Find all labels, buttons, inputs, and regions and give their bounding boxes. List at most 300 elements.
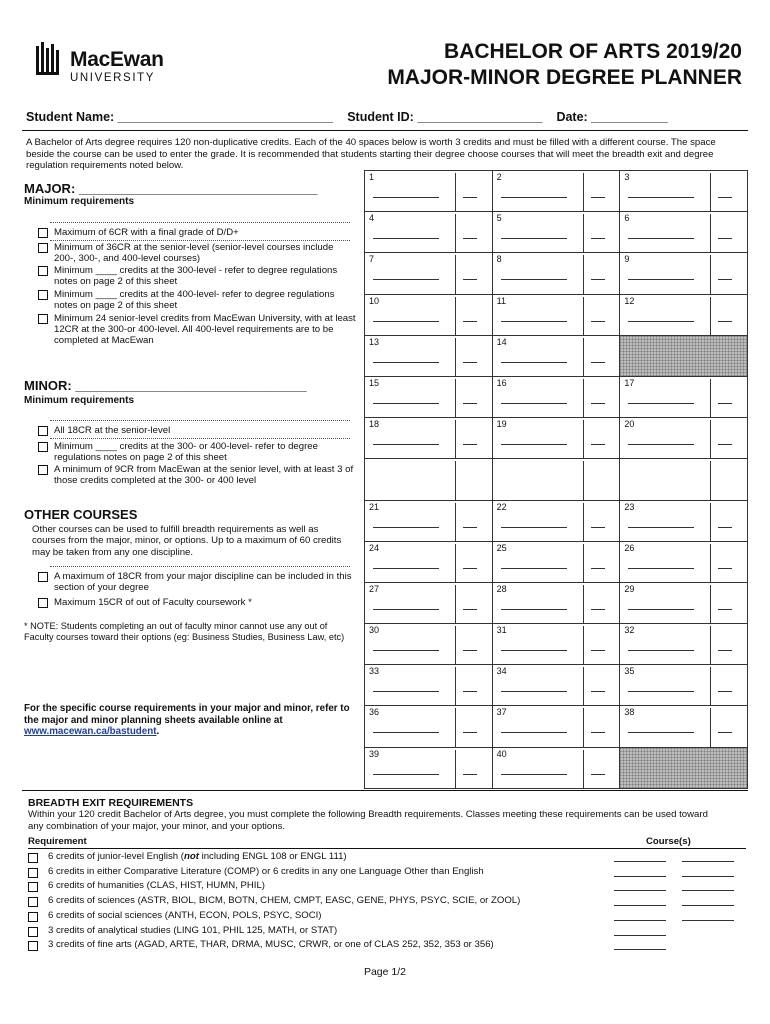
course-name-blank[interactable]: [501, 732, 567, 733]
course-name-blank[interactable]: [501, 197, 567, 198]
grade-separator: [710, 420, 711, 458]
course-slot-number: 40: [496, 748, 507, 759]
course-grid-row: [365, 748, 748, 789]
course-slot-number: 3: [624, 172, 630, 182]
course-slot-number: 34: [496, 666, 507, 677]
course-blank[interactable]: [614, 949, 666, 950]
grade-separator: [710, 461, 711, 499]
checkbox[interactable]: [38, 290, 48, 300]
course-slot[interactable]: [493, 253, 621, 294]
grade-separator: [710, 214, 711, 252]
course-slot-number: 5: [496, 213, 502, 224]
course-grade-blank[interactable]: [463, 444, 477, 445]
grade-separator: [710, 626, 711, 664]
divider: [50, 240, 350, 241]
course-slot-number: 9: [624, 254, 630, 265]
grade-separator: [583, 585, 584, 623]
course-grade-blank[interactable]: [591, 197, 605, 198]
logo-name: MacEwan: [70, 48, 164, 71]
course-slot[interactable]: [493, 171, 621, 212]
breadth-requirement-row: [28, 866, 746, 880]
course-slot-number: 38: [624, 707, 635, 718]
course-slot[interactable]: [620, 295, 748, 336]
course-name-blank[interactable]: [501, 568, 567, 569]
course-slot[interactable]: [620, 583, 748, 624]
course-slot[interactable]: [493, 583, 621, 624]
grade-separator: [455, 626, 456, 664]
course-slot[interactable]: [365, 336, 493, 377]
checkbox[interactable]: [28, 941, 38, 951]
title-line-1: BACHELOR OF ARTS 2019/20: [444, 40, 742, 63]
breadth-requirement-row: [28, 895, 746, 909]
course-blank[interactable]: [682, 890, 734, 891]
checkbox[interactable]: [28, 882, 38, 892]
course-slot-number: 8: [496, 254, 502, 265]
course-name-blank[interactable]: [501, 774, 567, 775]
course-slot-number: 15: [369, 377, 380, 388]
breadth-requirement-text: 3 credits of fine arts (AGAD, ARTE, THAR, DRMA, MUSC, CRWR, or one of CLAS 252, 352, 353 or 356): [48, 939, 494, 951]
breadth-requirement-row: [28, 925, 746, 939]
course-slot-number: 1: [369, 172, 375, 182]
intro-paragraph: A Bachelor of Arts degree requires 120 non-duplicative credits. Each of the 40 spaces below is worth 3 credits and must be filled with a different course. The space beside the course can be used to enter the grade. It is recommended that students starting their degree choose courses that will meet the breadth exit and degree regulation requirements noted below.: [26, 137, 716, 172]
breadth-requirement-row: [28, 880, 746, 894]
course-slot[interactable]: [493, 542, 621, 583]
course-slot[interactable]: [493, 748, 621, 789]
macewan-logo-icon: [34, 40, 66, 76]
course-slot-number: 21: [369, 501, 380, 512]
other-req-2: Maximum 15CR of out of Faculty coursework *: [38, 597, 356, 608]
course-name-blank[interactable]: [373, 403, 439, 404]
requirement-column-header: Requirement: [28, 836, 87, 847]
grade-separator: [710, 544, 711, 582]
grade-separator: [455, 420, 456, 458]
course-grade-blank[interactable]: [463, 774, 477, 775]
course-name-blank[interactable]: [628, 527, 694, 528]
course-grid-row: [365, 212, 748, 253]
minor-heading[interactable]: MINOR: ________________________________: [24, 378, 307, 393]
course-slot[interactable]: [620, 253, 748, 294]
course-blank[interactable]: [614, 890, 666, 891]
checkbox[interactable]: [28, 853, 38, 863]
course-slot[interactable]: [365, 418, 493, 459]
course-slot[interactable]: [365, 253, 493, 294]
course-slot[interactable]: [365, 665, 493, 706]
course-slot-number: 7: [369, 254, 375, 265]
title-line-2: MAJOR-MINOR DEGREE PLANNER: [387, 66, 742, 89]
course-name-blank[interactable]: [373, 279, 439, 280]
major-req-1: Maximum of 6CR with a final grade of D/D+: [38, 227, 356, 238]
course-name-blank[interactable]: [373, 691, 439, 692]
course-grade-blank[interactable]: [718, 197, 732, 198]
course-grade-blank[interactable]: [591, 732, 605, 733]
course-name-blank[interactable]: [373, 568, 439, 569]
course-grade-blank[interactable]: [718, 403, 732, 404]
course-name-blank[interactable]: [628, 197, 694, 198]
grade-separator: [710, 585, 711, 623]
course-slot[interactable]: [493, 706, 621, 747]
page-title: [387, 39, 742, 91]
course-slot-number: 12: [624, 295, 635, 306]
course-slot[interactable]: [620, 459, 748, 500]
student-id-field[interactable]: Student ID: __________________: [347, 110, 543, 124]
grade-separator: [583, 503, 584, 541]
course-blank[interactable]: [614, 905, 666, 906]
checkbox[interactable]: [38, 598, 48, 608]
checkbox[interactable]: [38, 266, 48, 276]
course-slot-number: 10: [369, 295, 380, 306]
major-heading[interactable]: MAJOR: _________________________________: [24, 181, 318, 196]
grade-separator: [455, 667, 456, 705]
shaded-cell: [620, 748, 748, 789]
checkbox[interactable]: [28, 897, 38, 907]
course-grid-row: [365, 501, 748, 542]
course-grade-blank[interactable]: [718, 527, 732, 528]
course-grade-blank[interactable]: [591, 321, 605, 322]
course-name-blank[interactable]: [501, 609, 567, 610]
grade-separator: [710, 255, 711, 293]
course-slot-number: 35: [624, 666, 635, 677]
course-name-blank[interactable]: [373, 197, 439, 198]
course-grid-row: [365, 171, 748, 212]
minor-min-req-label: Minimum requirements: [24, 395, 135, 406]
divider: [50, 222, 350, 223]
grade-separator: [455, 379, 456, 417]
course-grid-row: [365, 665, 748, 706]
course-blank[interactable]: [614, 935, 666, 936]
header-divider: [22, 130, 748, 131]
course-name-blank[interactable]: [373, 238, 439, 239]
course-name-blank[interactable]: [501, 650, 567, 651]
course-slot-number: 19: [496, 419, 507, 430]
course-name-blank[interactable]: [628, 321, 694, 322]
course-name-blank[interactable]: [628, 444, 694, 445]
checkbox[interactable]: [28, 912, 38, 922]
course-slot-number: 23: [624, 501, 635, 512]
course-name-blank[interactable]: [373, 362, 439, 363]
divider: [50, 566, 350, 567]
course-grade-blank[interactable]: [463, 650, 477, 651]
course-slot[interactable]: [365, 459, 493, 500]
course-grid-row: [365, 336, 748, 377]
course-slot-number: 22: [496, 501, 507, 512]
course-name-blank[interactable]: [501, 444, 567, 445]
course-slot-number: 39: [369, 748, 380, 759]
course-slot-number: 16: [496, 377, 507, 388]
grade-separator: [583, 420, 584, 458]
divider: [50, 438, 350, 439]
faculty-note: * NOTE: Students completing an out of faculty minor cannot use any out of Faculty courses toward their options (eg: Business Studies, Business Law, etc): [24, 621, 345, 642]
minor-req-2: Minimum ____ credits at the 300- or 400-level- refer to degree regulations notes on page 2 of this sheet: [38, 441, 356, 463]
course-blank[interactable]: [682, 861, 734, 862]
shaded-cell: [620, 336, 748, 377]
course-grade-blank[interactable]: [591, 362, 605, 363]
course-slot-number: 11: [496, 295, 507, 306]
checkbox[interactable]: [38, 228, 48, 238]
grade-separator: [710, 297, 711, 335]
course-grade-blank[interactable]: [591, 279, 605, 280]
course-name-blank[interactable]: [628, 650, 694, 651]
grade-separator: [455, 297, 456, 335]
course-slot[interactable]: [620, 706, 748, 747]
course-slot-number: 33: [369, 666, 380, 677]
course-grade-blank[interactable]: [463, 197, 477, 198]
minor-req-1: All 18CR at the senior-level: [38, 425, 356, 436]
course-slot[interactable]: [365, 583, 493, 624]
course-grade-blank[interactable]: [463, 609, 477, 610]
course-name-blank[interactable]: [373, 650, 439, 651]
course-slot[interactable]: [620, 542, 748, 583]
course-grid-row: [365, 624, 748, 665]
course-slot-number: 28: [496, 583, 507, 594]
breadth-requirement-text: 6 credits of sciences (ASTR, BIOL, BICM, BOTN, CHEM, CMPT, EASC, GENE, PHYS, PSYC, SCIE, or ZOOL): [48, 895, 521, 907]
course-grade-blank[interactable]: [463, 527, 477, 528]
course-slot-number: 20: [624, 419, 635, 430]
course-blank[interactable]: [614, 920, 666, 921]
course-slot[interactable]: [365, 706, 493, 747]
course-grade-blank[interactable]: [718, 238, 732, 239]
course-slot[interactable]: [493, 665, 621, 706]
checkbox[interactable]: [28, 927, 38, 937]
course-slot-number: 14: [496, 336, 507, 347]
breadth-requirement-text: 6 credits of junior-level English (not including ENGL 108 or ENGL 111): [48, 851, 347, 862]
other-req-1: A maximum of 18CR from your major discipline can be included in this section of your degree: [38, 571, 356, 593]
grade-separator: [710, 503, 711, 541]
checkbox[interactable]: [38, 465, 48, 475]
grade-separator: [583, 461, 584, 499]
course-blank[interactable]: [682, 920, 734, 921]
course-grade-blank[interactable]: [718, 609, 732, 610]
breadth-requirement-row: [28, 851, 746, 865]
grade-separator: [583, 544, 584, 582]
course-name-blank[interactable]: [501, 321, 567, 322]
student-name-field[interactable]: Student Name: _______________________________: [26, 110, 334, 124]
breadth-requirement-text: 6 credits of humanities (CLAS, HIST, HUMN, PHIL): [48, 880, 265, 892]
course-grade-blank[interactable]: [718, 444, 732, 445]
grade-separator: [455, 338, 456, 376]
course-grade-blank[interactable]: [718, 321, 732, 322]
checkbox[interactable]: [38, 572, 48, 582]
major-req-3: Minimum ____ credits at the 300-level - refer to degree regulations notes on page 2 of this sheet: [38, 265, 356, 287]
breadth-divider: [22, 790, 748, 791]
checkbox[interactable]: [38, 442, 48, 452]
course-name-blank[interactable]: [373, 321, 439, 322]
course-slot-number: 18: [369, 419, 380, 430]
course-grid-row: [365, 418, 748, 459]
course-name-blank[interactable]: [373, 609, 439, 610]
course-slot[interactable]: [493, 212, 621, 253]
course-grade-blank[interactable]: [463, 238, 477, 239]
course-grade-blank[interactable]: [463, 691, 477, 692]
grade-separator: [583, 626, 584, 664]
grade-separator: [583, 750, 584, 788]
course-slot-number: 27: [369, 583, 380, 594]
course-slot-number: 13: [369, 336, 380, 347]
course-grade-blank[interactable]: [463, 279, 477, 280]
grade-separator: [583, 379, 584, 417]
divider: [50, 420, 350, 421]
course-grid-row: [365, 706, 748, 747]
course-slot[interactable]: [620, 171, 748, 212]
course-grid-row: [365, 295, 748, 336]
course-slot-number: 29: [624, 583, 635, 594]
course-name-blank[interactable]: [373, 732, 439, 733]
course-grade-blank[interactable]: [718, 732, 732, 733]
major-req-2: Minimum of 36CR at the senior-level (senior-level courses include 200-, 300-, and 400-level courses): [38, 242, 356, 264]
course-slot-number: 24: [369, 542, 380, 553]
course-slot-number: 31: [496, 625, 507, 636]
grade-separator: [710, 379, 711, 417]
course-grade-blank[interactable]: [591, 650, 605, 651]
course-slot[interactable]: [493, 624, 621, 665]
course-grade-blank[interactable]: [591, 609, 605, 610]
course-slot[interactable]: [365, 501, 493, 542]
page-number: Page 1/2: [363, 966, 407, 978]
grade-separator: [583, 255, 584, 293]
course-grade-blank[interactable]: [591, 444, 605, 445]
course-grade-blank[interactable]: [463, 732, 477, 733]
course-name-blank[interactable]: [373, 444, 439, 445]
course-slot-number: 25: [496, 542, 507, 553]
course-slot-number: 30: [369, 625, 380, 636]
grade-separator: [710, 173, 711, 211]
course-blank[interactable]: [614, 861, 666, 862]
course-slot-number: 6: [624, 213, 630, 224]
course-name-blank[interactable]: [628, 403, 694, 404]
grade-separator: [583, 214, 584, 252]
course-slot[interactable]: [620, 665, 748, 706]
course-grid: [364, 170, 748, 789]
grade-separator: [710, 708, 711, 746]
grade-separator: [455, 173, 456, 211]
course-name-blank[interactable]: [628, 691, 694, 692]
course-name-blank[interactable]: [373, 774, 439, 775]
course-slot[interactable]: [365, 212, 493, 253]
course-slot[interactable]: [620, 418, 748, 459]
course-grade-blank[interactable]: [591, 238, 605, 239]
course-name-blank[interactable]: [501, 238, 567, 239]
course-slot[interactable]: [365, 171, 493, 212]
course-slot[interactable]: [493, 295, 621, 336]
specific-requirements-note: For the specific course requirements in your major and minor, refer to the major and minor planning sheets available online at www.macewan.ca/bastudent.: [24, 703, 350, 738]
course-slot[interactable]: [365, 624, 493, 665]
course-slot[interactable]: [620, 501, 748, 542]
course-grid-row: [365, 253, 748, 294]
breadth-requirement-text: 6 credits in either Comparative Literature (COMP) or 6 credits in any one Language Other than English: [48, 865, 484, 877]
course-name-blank[interactable]: [628, 568, 694, 569]
grade-separator: [583, 708, 584, 746]
course-grade-blank[interactable]: [463, 568, 477, 569]
course-grade-blank[interactable]: [718, 691, 732, 692]
macewan-logo: [34, 40, 194, 90]
course-slot-number: 17: [624, 377, 635, 388]
courses-column-header: Course(s): [646, 836, 691, 847]
course-grade-blank[interactable]: [463, 362, 477, 363]
course-grade-blank[interactable]: [718, 279, 732, 280]
course-name-blank[interactable]: [628, 609, 694, 610]
course-name-blank[interactable]: [628, 238, 694, 239]
student-info-row: [26, 110, 746, 124]
course-grade-blank[interactable]: [591, 403, 605, 404]
bastudent-link[interactable]: www.macewan.ca/bastudent: [24, 726, 157, 738]
major-min-req-label: Minimum requirements: [24, 196, 135, 207]
breadth-intro: Within your 120 credit Bachelor of Arts degree, you must complete the following Breadth requirements. Classes meeting these requirements can be used toward any combination of your major, your minor, and your options.: [28, 809, 708, 832]
grade-separator: [455, 503, 456, 541]
course-grid-row: [365, 583, 748, 624]
course-slot[interactable]: [620, 377, 748, 418]
course-grade-blank[interactable]: [463, 403, 477, 404]
grade-separator: [455, 708, 456, 746]
course-slot-number: 26: [624, 542, 635, 553]
course-slot-number: 37: [496, 707, 507, 718]
grade-separator: [583, 297, 584, 335]
course-name-blank[interactable]: [501, 527, 567, 528]
course-slot[interactable]: [365, 377, 493, 418]
course-slot[interactable]: [493, 336, 621, 377]
course-slot[interactable]: [365, 748, 493, 789]
course-blank[interactable]: [682, 905, 734, 906]
checkbox[interactable]: [38, 426, 48, 436]
grade-separator: [455, 750, 456, 788]
course-grade-blank[interactable]: [591, 774, 605, 775]
course-slot-number: 36: [369, 707, 380, 718]
course-grade-blank[interactable]: [718, 568, 732, 569]
course-blank[interactable]: [682, 876, 734, 877]
course-grade-blank[interactable]: [591, 691, 605, 692]
course-name-blank[interactable]: [373, 527, 439, 528]
course-grid-row: [365, 377, 748, 418]
grade-separator: [710, 667, 711, 705]
grade-separator: [583, 173, 584, 211]
course-grade-blank[interactable]: [591, 568, 605, 569]
course-name-blank[interactable]: [501, 691, 567, 692]
course-grade-blank[interactable]: [591, 527, 605, 528]
course-name-blank[interactable]: [501, 279, 567, 280]
course-slot[interactable]: [493, 418, 621, 459]
checkbox[interactable]: [28, 868, 38, 878]
course-slot[interactable]: [365, 295, 493, 336]
grade-separator: [455, 214, 456, 252]
course-slot-number: 2: [496, 172, 502, 182]
logo-sub: UNIVERSITY: [70, 72, 156, 84]
major-req-5: Minimum 24 senior-level credits from MacEwan University, with at least 12CR at the 300-or 400-level. All 400-level requirements are to be completed at MacEwan: [38, 313, 356, 346]
checkbox[interactable]: [38, 243, 48, 253]
course-slot[interactable]: [620, 624, 748, 665]
date-field[interactable]: Date: ___________: [556, 110, 668, 124]
grade-separator: [583, 338, 584, 376]
course-name-blank[interactable]: [501, 362, 567, 363]
course-grade-blank[interactable]: [718, 650, 732, 651]
course-grid-row: [365, 459, 748, 500]
major-req-4: Minimum ____ credits at the 400-level- refer to degree regulations notes on page 2 of this sheet: [38, 289, 356, 311]
course-slot[interactable]: [620, 212, 748, 253]
course-slot[interactable]: [365, 542, 493, 583]
minor-req-3: A minimum of 9CR from MacEwan at the senior level, with at least 3 of those credits completed at the 300- or 400 level: [38, 464, 356, 486]
course-slot-number: 4: [369, 213, 375, 224]
grade-separator: [455, 544, 456, 582]
course-slot[interactable]: [493, 501, 621, 542]
course-grid-row: [365, 542, 748, 583]
course-name-blank[interactable]: [501, 403, 567, 404]
checkbox[interactable]: [38, 314, 48, 324]
course-name-blank[interactable]: [628, 732, 694, 733]
course-slot[interactable]: [493, 377, 621, 418]
course-grade-blank[interactable]: [463, 321, 477, 322]
grade-separator: [455, 461, 456, 499]
breadth-requirement-text: 6 credits of social sciences (ANTH, ECON, POLS, PSYC, SOCI): [48, 909, 322, 921]
course-blank[interactable]: [614, 876, 666, 877]
course-slot[interactable]: [493, 459, 621, 500]
course-name-blank[interactable]: [628, 279, 694, 280]
